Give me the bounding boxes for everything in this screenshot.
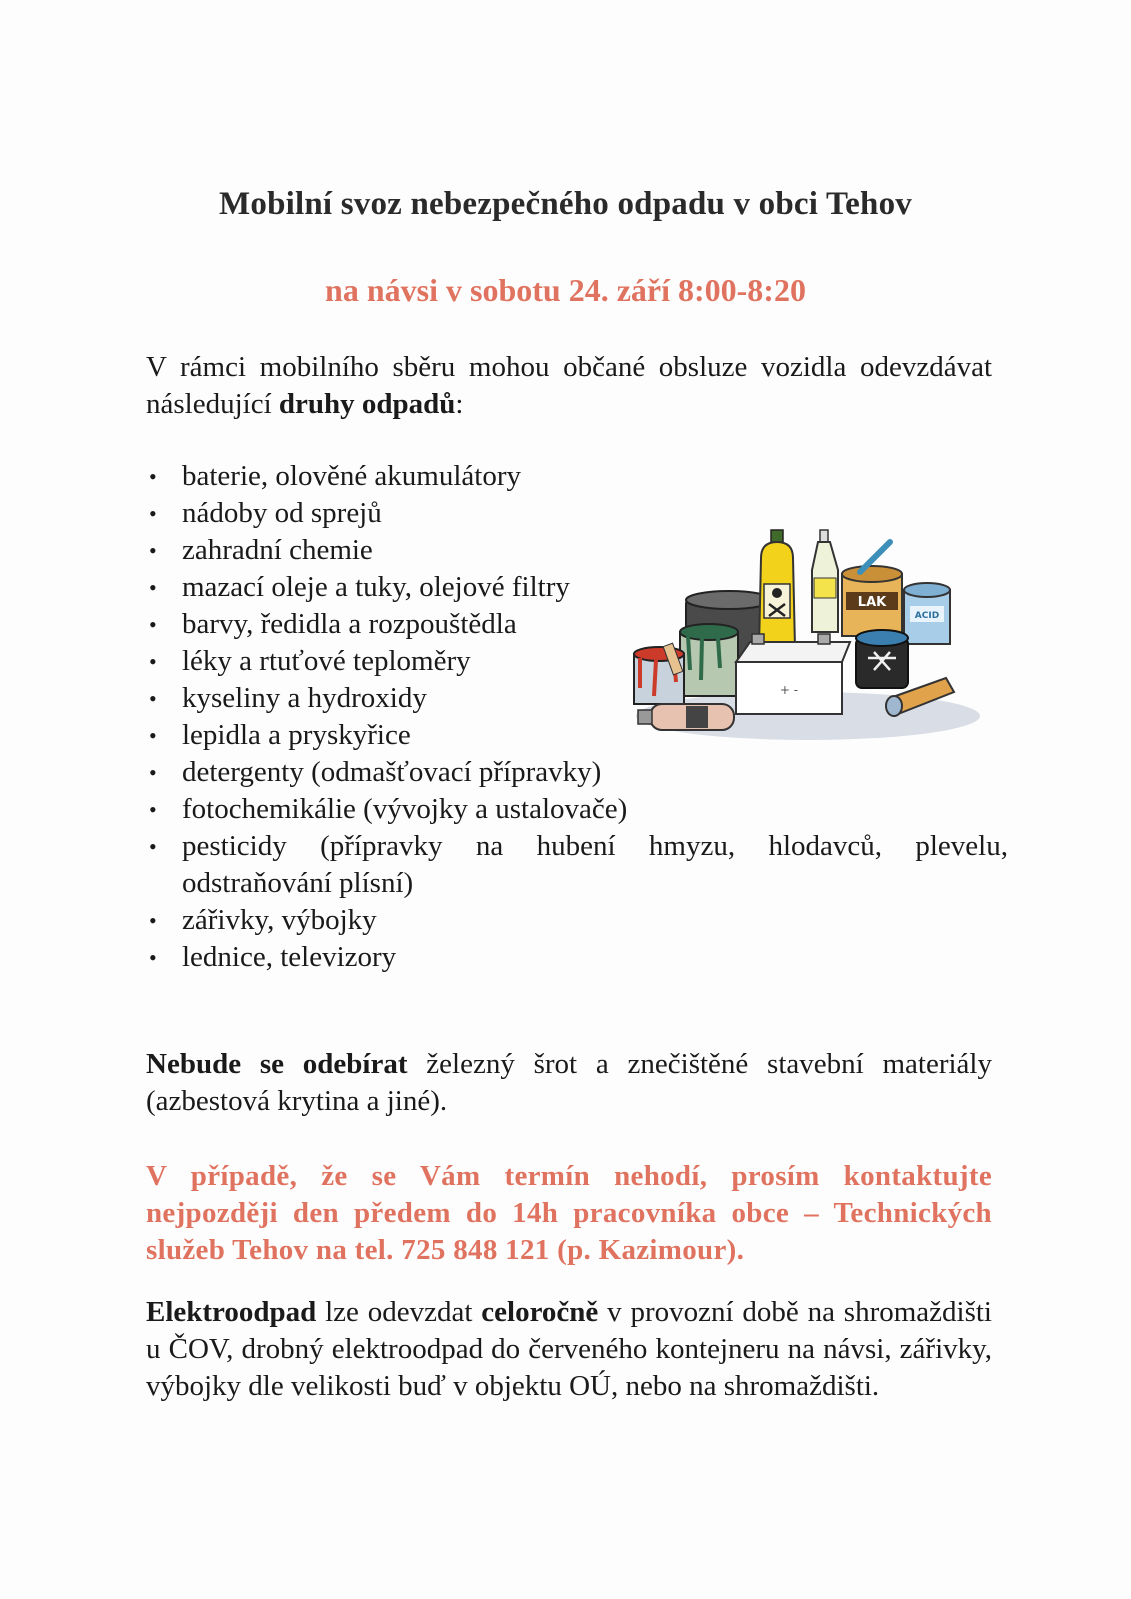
intro-end: : <box>455 388 464 420</box>
not-accepted-emphasis: Nebude se odebírat <box>146 1048 408 1080</box>
page-title: Mobilní svoz nebezpečného odpadu v obci Tehov <box>219 186 912 222</box>
intro-emphasis: druhy odpadů <box>278 388 456 420</box>
red-paint-can-icon <box>634 643 684 704</box>
intro-paragraph <box>146 349 992 423</box>
bullet-icon: • <box>149 686 157 711</box>
not-accepted-paragraph <box>146 1046 992 1120</box>
hazardous-waste-illustration <box>628 520 980 742</box>
list-item: • detergenty (odmašťovací přípravky) <box>146 754 1006 791</box>
blue-can-icon <box>904 583 950 644</box>
lak-label: LAK <box>857 595 887 610</box>
electronic-waste-paragraph: Elektroodpad lze odevzdat celoročně v provozní době na shromaždišti u ČOV, drobný elektroodpad do červeného kontejneru na návsi, zářivky, výbojky dle velikosti buď v objektu OÚ, nebo na shromaždišti. <box>146 1296 992 1402</box>
bullet-icon: • <box>149 501 157 526</box>
lacquer-can-icon <box>842 542 902 636</box>
contact-paragraph: V případě, že se Vám termín nehodí, prosím kontaktujte nejpozději den předem do 14h pracovníka obce – Technických služeb Tehov na tel. 725 848 121 (p. Kazimour). <box>146 1160 992 1266</box>
small-bottle-icon <box>812 530 838 632</box>
year-round-emphasis: celoročně <box>481 1296 599 1328</box>
event-date-subtitle: na návsi v sobotu 24. září 8:00-8:20 <box>325 272 806 308</box>
intro-text: V rámci mobilního sběru mohou občané obsluze vozidla odevzdávat následující <box>146 351 992 420</box>
car-battery-icon <box>736 634 850 714</box>
bullet-icon: • <box>149 575 157 600</box>
list-item: • pesticidy (přípravky na hubení hmyzu, hlodavců, plevelu, odstraňování plísní) <box>149 830 1008 899</box>
bullet-icon: • <box>149 945 157 970</box>
list-item: • zářivky, výbojky <box>146 902 1006 939</box>
bullet-icon: • <box>149 723 157 748</box>
list-item: • lednice, televizory <box>146 939 1006 976</box>
list-item: • kyseliny a hydroxidy <box>146 680 1006 717</box>
bullet-icon: • <box>149 760 157 785</box>
not-accepted-text: železný šrot a znečištěné stavební materiály (azbestová krytina a jiné). <box>146 1048 992 1117</box>
list-item: • baterie, olověné akumulátory <box>146 458 1006 495</box>
list-item: • lepidla a pryskyřice <box>146 717 1006 754</box>
bullet-icon: • <box>149 797 157 822</box>
list-item: • zahradní chemie <box>146 532 1006 569</box>
list-item: • barvy, ředidla a rozpouštědla <box>146 606 1006 643</box>
battery-terminal-label: + - <box>779 683 799 697</box>
bullet-icon: • <box>149 612 157 637</box>
list-item: • léky a rtuťové teploměry <box>146 643 1006 680</box>
bullet-icon: • <box>149 538 157 563</box>
spray-can-icon <box>638 704 734 730</box>
bullet-icon: • <box>149 464 157 489</box>
elektro-emphasis: Elektroodpad <box>146 1296 317 1328</box>
black-toxic-jar-icon <box>856 630 908 688</box>
list-item: • nádoby od sprejů <box>146 495 1006 532</box>
bullet-icon: • <box>149 649 157 674</box>
list-item: • fotochemikálie (vývojky a ustalovače) <box>146 791 1006 828</box>
bullet-icon: • <box>149 834 157 859</box>
list-item: • mazací oleje a tuky, olejové filtry <box>146 569 652 606</box>
bullet-icon: • <box>149 908 157 933</box>
green-paint-can-icon <box>680 624 738 696</box>
acid-label: ACID <box>914 611 940 621</box>
